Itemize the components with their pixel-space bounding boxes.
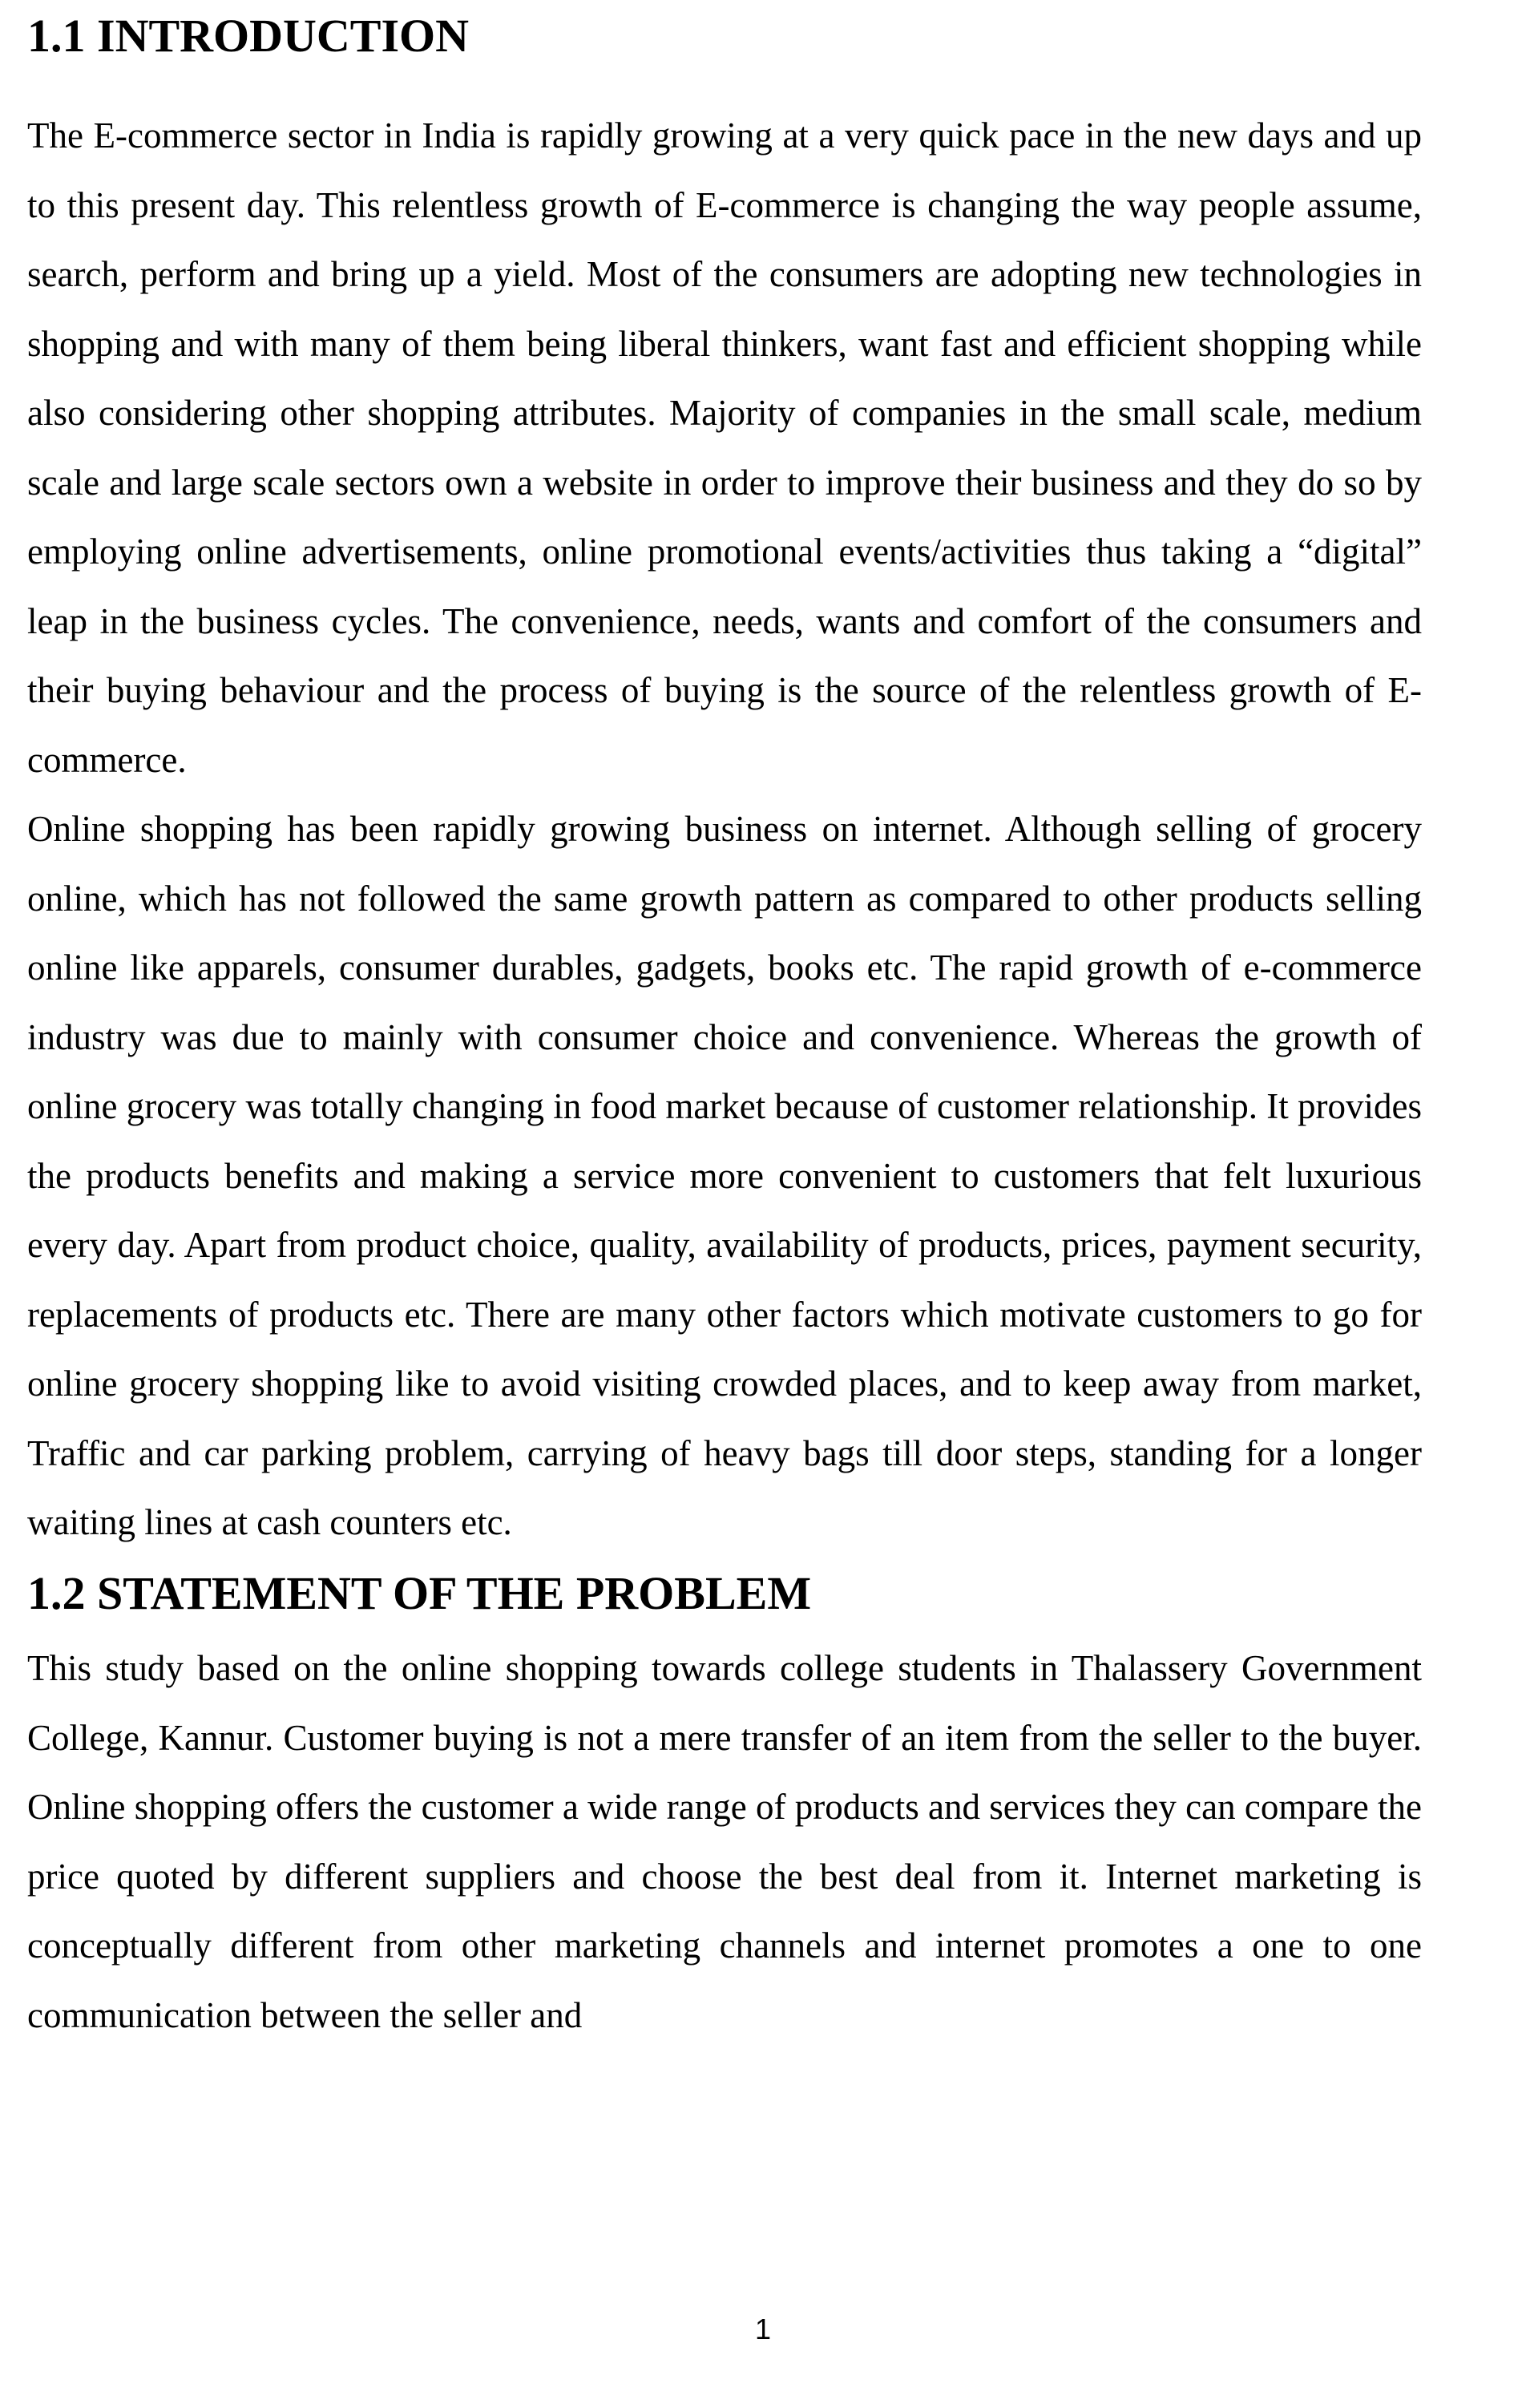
section-heading-statement-of-problem: 1.2 STATEMENT OF THE PROBLEM [27,1566,812,1619]
page-content [27,0,1422,2050]
paragraph-study-statement: This study based on the online shopping towards college students in Thalassery Government College, Kannur. Customer buying is not a mere transfer of an item from the seller to the buyer. Online shopping offers the customer a wide range of products and services they can compare the price quoted by different suppliers and choose the best deal from it. Internet marketing is conceptually different from other marketing channels and internet promotes a one to one communication between the seller and [27,1648,1422,2035]
page-number: 1 [754,2313,772,2345]
section-heading-introduction: 1.1 INTRODUCTION [27,10,470,62]
paragraph-online-grocery: Online shopping has been rapidly growing business on internet. Although selling of grocery online, which has not followed the same growth pattern as compared to other products selling online like apparels, consumer durables, gadgets, books etc. The rapid growth of e-commerce industry was due to mainly with consumer choice and convenience. Whereas the growth of online grocery was totally changing in food market because of customer relationship. It provides the products benefits and making a service more convenient to customers that felt luxurious every day. Apart from product choice, quality, availability of products, prices, payment security, replacements of products etc. There are many other factors which motivate customers to go for online grocery shopping like to avoid visiting crowded places, and to keep away from market, Traffic and car parking problem, carrying of heavy bags till door steps, standing for a longer waiting lines at cash counters etc. [27,809,1422,1542]
paragraph-ecommerce-growth: The E-commerce sector in India is rapidly growing at a very quick pace in the new days and up to this present day. This relentless growth of E-commerce is changing the way people assume, search, perform and bring up a yield. Most of the consumers are adopting new technologies in shopping and with many of them being liberal thinkers, want fast and efficient shopping while also considering other shopping attributes. Majority of companies in the small scale, medium scale and large scale sectors own a website in order to improve their business and they do so by employing online advertisements, online promotional events/activities thus taking a “digital” leap in the business cycles. The convenience, needs, wants and comfort of the consumers and their buying behaviour and the process of buying is the source of the relentless growth of E-commerce. [27,115,1422,780]
